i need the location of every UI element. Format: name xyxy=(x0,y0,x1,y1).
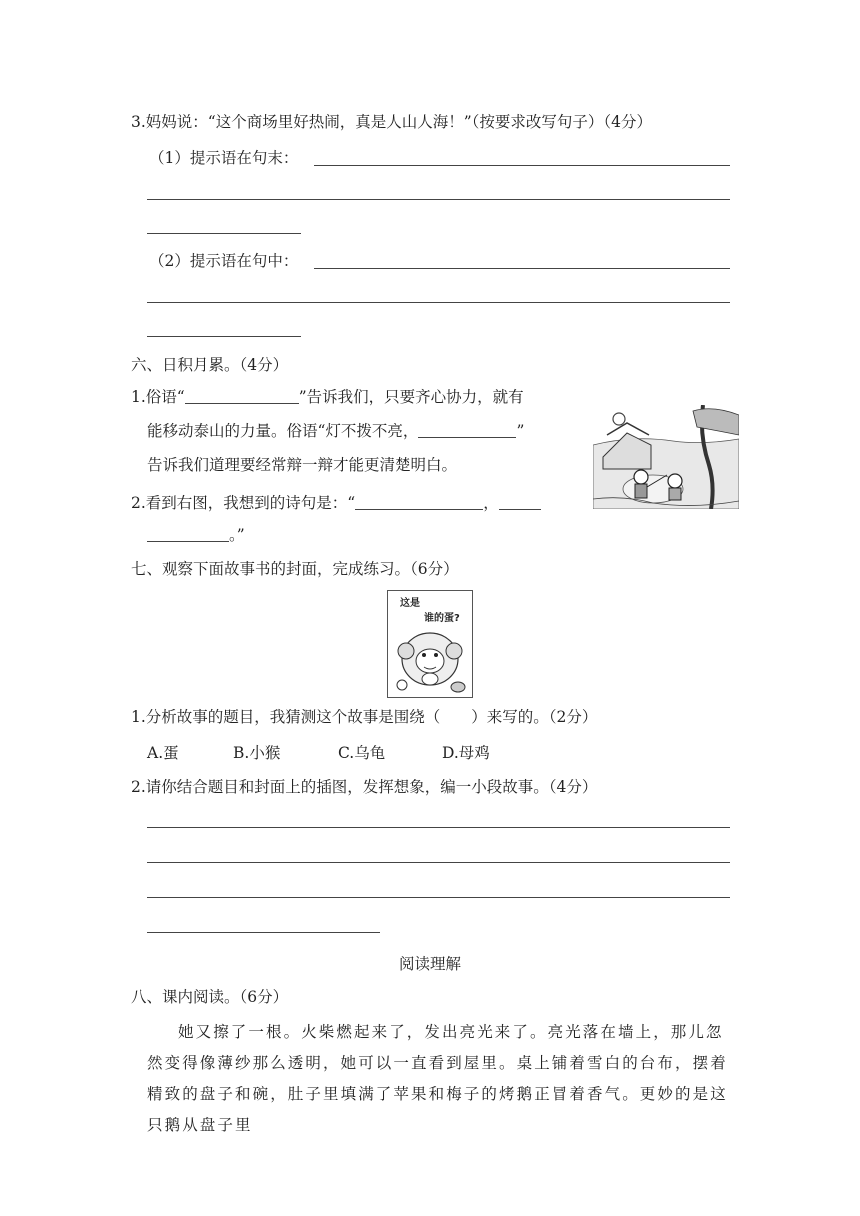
q3-prompt: 3.妈妈说：“这个商场里好热闹，真是人山人海！”（按要求改写句子）（4分） xyxy=(131,113,653,131)
answer-line[interactable] xyxy=(147,302,730,303)
s6-q1-line3: 告诉我们道理要经常辩一辩才能更清楚明白。 xyxy=(147,456,458,474)
answer-line[interactable] xyxy=(147,233,301,234)
s6-q1-part: ” xyxy=(516,422,525,440)
s6-q2-line2 xyxy=(147,525,245,545)
s7-q1: 1.分析故事的题目，我猜测这个故事是围绕（ ）来写的。（2分） xyxy=(131,708,598,726)
s7-q2: 2.请你结合题目和封面上的插图，发挥想象，编一小段故事。（4分） xyxy=(131,778,598,796)
blank-poem2[interactable] xyxy=(499,495,541,510)
s6-q2-line1 xyxy=(131,493,541,513)
answer-line[interactable] xyxy=(314,165,730,166)
section6-heading: 六、日积月累。（4分） xyxy=(131,356,289,374)
answer-line[interactable] xyxy=(147,897,730,898)
q3-sub2-label: （2）提示语在句中： xyxy=(149,252,299,270)
blank-proverb2[interactable] xyxy=(418,423,516,438)
reading-passage: 她又擦了一根。火柴燃起来了，发出亮光来了。亮光落在墙上，那儿忽然变得像薄纱那么透明，她可以一直看到屋里。桌上铺着雪白的台布，摆着精致的盘子和碗，肚子里填满了苹果和梅子的烤鹅正冒着香气。更妙的是这只鹅从盘子里 xyxy=(147,1023,728,1134)
reading-section-title: 阅读理解 xyxy=(398,955,461,973)
story-book-cover xyxy=(387,590,473,698)
section7-heading: 七、观察下面故事书的封面，完成练习。（6分） xyxy=(131,560,459,578)
answer-line[interactable] xyxy=(147,827,730,828)
section8-heading: 八、课内阅读。（6分） xyxy=(131,988,289,1006)
s7-option-c[interactable]: C.乌龟 xyxy=(338,744,386,762)
s7-option-b[interactable]: B.小猴 xyxy=(233,744,281,762)
blank-poem2-cont[interactable] xyxy=(147,527,229,542)
cover-title-line1: 这是 xyxy=(400,598,420,609)
illustration-children-fishing xyxy=(593,405,739,509)
blank-proverb1[interactable] xyxy=(185,389,299,404)
answer-line[interactable] xyxy=(147,932,380,933)
answer-line[interactable] xyxy=(147,199,730,200)
answer-line[interactable] xyxy=(147,336,301,337)
monkey-egg-icon xyxy=(388,591,472,697)
s7-option-d[interactable]: D.母鸡 xyxy=(442,744,490,762)
answer-line[interactable] xyxy=(314,268,730,269)
q3-sub1-label: （1）提示语在句末： xyxy=(149,149,299,167)
s6-q1-part: 1.俗语“ xyxy=(131,388,185,406)
scene-icon xyxy=(593,405,739,509)
s6-q2-part: 2.看到右图，我想到的诗句是：“ xyxy=(131,494,356,512)
s6-q1-line2 xyxy=(147,421,524,441)
cover-title-line2: 谁的蛋? xyxy=(424,613,460,624)
answer-line[interactable] xyxy=(147,862,730,863)
s7-option-a[interactable]: A.蛋 xyxy=(147,744,179,762)
s6-q2-part: 。” xyxy=(229,526,245,544)
s6-q1-part: ”告诉我们，只要齐心协力，就有 xyxy=(298,388,524,406)
blank-poem1[interactable] xyxy=(355,495,483,510)
s6-q1-part: 能移动泰山的力量。俗语“灯不拨不亮， xyxy=(147,422,419,440)
s6-q1-line1 xyxy=(131,387,524,407)
s6-q2-part: ， xyxy=(483,494,499,512)
